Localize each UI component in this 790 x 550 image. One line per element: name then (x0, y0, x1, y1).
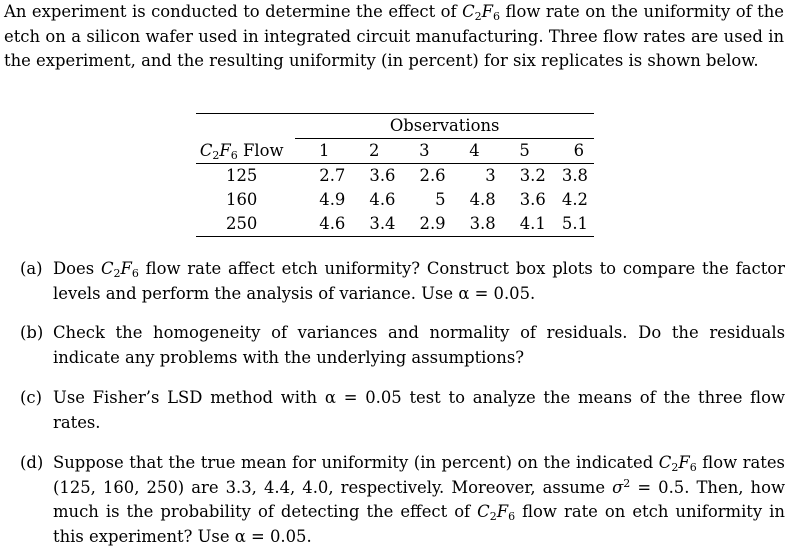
table-cell: 5 (435, 190, 446, 209)
alpha-value: α = 0.05 (324, 388, 402, 407)
table-cell: 2.9 (419, 214, 446, 233)
question-label: (a) (20, 259, 43, 278)
table-cell: 4.9 (319, 190, 346, 209)
obs-col-header: 4 (469, 141, 480, 160)
table-cell: 3.8 (561, 166, 588, 185)
question-label: (d) (20, 453, 44, 472)
question-c: (c) Use Fisher’s LSD method with α = 0.05 test to analyze the means of the three flow rates. (20, 388, 785, 432)
table-row (196, 212, 594, 237)
intro-text-1: An experiment is conducted to determine the effect of (4, 2, 457, 21)
flow-value: 125 (226, 166, 258, 185)
table-cell: 3.6 (369, 166, 396, 185)
question-d: (d) Suppose that the true mean for uniformity (in percent) on the indicated $C_2F_6$ flow rates (125, 160, 250) are 3.3, 4.4, 4.0, respectively. Moreover, assume $\sigma^2 = 0.5$. Then, how much is the probability of detecting the effect of $C_2F_6$ flow rate on etch uniformity in this experiment? Use α = 0.05. (20, 453, 785, 546)
intro-text-2: flow rate on the uniformity of the etch on a silicon wafer used in integrated circuit manufacturing. Three flow rates are used in the experiment, and the resulting uniformity (in percent) for six replicates is shown below. (4, 2, 784, 71)
question-label: (c) (20, 388, 42, 407)
chem-formula: $C_2F_6$ (462, 2, 501, 23)
obs-col-header: 5 (519, 141, 530, 160)
question-a: (a) Does $C_2F_6$ flow rate affect etch uniformity? Construct box plots to compare the factor levels and perform the analysis of variance. Use α = 0.05. (20, 259, 785, 303)
alpha-value: α = 0.05. (234, 526, 312, 546)
table-cell: 3.8 (469, 214, 496, 233)
flow-value: 160 (226, 190, 258, 209)
obs-col-header: 3 (419, 141, 430, 160)
table-cell: 3 (485, 166, 496, 185)
observations-table (196, 113, 594, 237)
table-cell: 4.2 (561, 190, 588, 209)
obs-col-header: 2 (369, 141, 380, 160)
obs-col-header: 1 (318, 141, 330, 160)
table-cell: 4.1 (519, 214, 546, 233)
table-cell: 4.8 (469, 190, 496, 209)
table-row (196, 164, 594, 189)
alpha-value: α = 0.05. (458, 283, 536, 303)
observations-header: Observations (295, 114, 594, 139)
intro-paragraph (4, 0, 784, 74)
table-cell: 3.2 (519, 166, 546, 185)
question-label: (b) (20, 323, 44, 342)
table-cell: 2.7 (319, 166, 346, 185)
table-row (196, 188, 594, 212)
table-cell: 3.4 (369, 214, 396, 233)
question-b: (b) Check the homogeneity of variances and normality of residuals. Do the residuals indicate any problems with the underlying assumptions? (20, 323, 785, 367)
flow-value: 250 (226, 214, 258, 233)
table-cell: 4.6 (319, 214, 346, 233)
table-cell: 3.6 (519, 190, 546, 209)
table-cell: 4.6 (369, 190, 396, 209)
obs-col-header: 6 (573, 141, 584, 160)
flow-column-header: $C_2F_6$ Flow (199, 140, 284, 162)
table-cell: 5.1 (561, 214, 588, 233)
table-cell: 2.6 (419, 166, 446, 185)
